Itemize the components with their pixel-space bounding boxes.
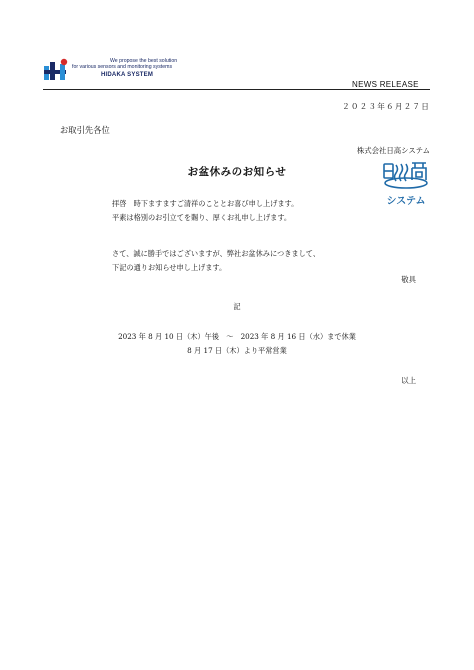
news-release-label: NEWS RELEASE bbox=[352, 80, 419, 89]
greeting-line: 平素は格別のお引立てを賜り、厚くお礼申し上げます。 bbox=[112, 213, 292, 222]
tagline-line2: for various sensors and monitoring systems bbox=[72, 64, 173, 70]
notice-paragraph bbox=[112, 247, 320, 275]
end-mark: 以上 bbox=[401, 376, 416, 385]
schedule-line: 8 月 17 日（木）より平常営業 bbox=[187, 346, 287, 355]
brand-name: HIDAKA SYSTEM bbox=[101, 72, 154, 78]
recipient: お取引先各位 bbox=[60, 125, 110, 135]
header-divider bbox=[43, 89, 430, 90]
document-title: お盆休みのお知らせ bbox=[187, 166, 287, 178]
closing-keigu: 敬具 bbox=[401, 275, 416, 284]
hidaka-logo-icon bbox=[44, 58, 70, 80]
svg-text:システム: システム bbox=[386, 196, 426, 207]
notice-line: さて、誠に勝手ではございますが、弊社お盆休みにつきまして、 bbox=[112, 249, 321, 258]
sender-company: 株式会社日高システム bbox=[356, 146, 430, 155]
tagline-line1: We propose the best solution bbox=[110, 58, 178, 64]
letter-date: ２０２３年６月２７日 bbox=[342, 102, 430, 111]
ki-heading: 記 bbox=[233, 302, 241, 311]
schedule-line: 2023 年 8 月 10 日（木）午後 ～ 2023 年 8 月 16 日（水）まで休業 bbox=[118, 332, 356, 341]
notice-line: 下記の通りお知らせ申し上げます。 bbox=[112, 263, 227, 272]
greeting-line: 拝啓 時下ますますご清祥のこととお喜び申し上げます。 bbox=[112, 199, 299, 208]
greeting-paragraph bbox=[112, 197, 298, 225]
